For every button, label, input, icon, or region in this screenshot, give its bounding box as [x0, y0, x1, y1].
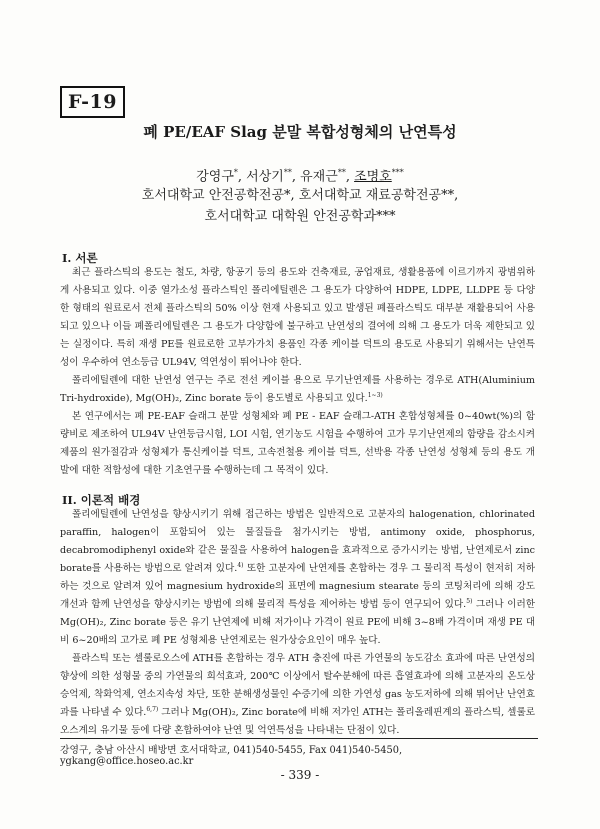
- presenting-author-name: 조명호: [354, 169, 392, 185]
- author-separator: ,: [345, 169, 355, 185]
- author-separator: ,: [291, 169, 301, 185]
- citation-mark: 4): [237, 561, 244, 569]
- section-body: [60, 506, 535, 740]
- paragraph: 최근 플라스틱의 용도는 철도, 차량, 항공기 등의 용도와 건축재료, 공업재료, 생활용품에 이르기까지 광범위하게 사용되고 있다. 이중 열가소성 플라스틱인 폴리에틸렌은 그 용도가 다양하여 HDPE, LDPE, LLDPE 등 다양한 형태의 원료로서 전체 플라스틱의 50% 이상 현재 사용되고 있고 발생된 폐플라스틱도 대부분 재활용되어 사용되고 있으나 이들 폐폴리에틸렌은 그 용도가 다양함에 불구하고 난연성의 결여에 의해 그 용도가 더욱 제한되고 있는 실정이다. 특히 재생 PE를 원료로한 고부가가치 용품인 각종 케이블 덕트의 용도로 사용되기 위해서는 난연특성이 우수하여 연소등급 UL94V, 역연성이 뛰어나야 한다.: [60, 267, 535, 368]
- section-body: [60, 264, 535, 480]
- author-name: 유재근: [300, 169, 338, 185]
- author-mark: **: [283, 168, 292, 177]
- section-heading: II. 이론적 배경: [62, 493, 141, 507]
- footnote-divider: [60, 738, 538, 739]
- citation-mark: 6,7): [146, 705, 159, 713]
- paragraph-text: 그러나 이러한 Mg(OH)₂, Zinc borate 등은 유기 난연제에 비해 저가이나 가격이 원료 PE에 비해 3~8배 가격이며 재생 PE 대비 6~20배의 고가로 폐 PE 성형체용 난연제로는 원가상승요인이 매우 높다.: [60, 599, 535, 646]
- citation-mark: 5): [466, 597, 473, 605]
- page-number: - 339 -: [280, 768, 320, 782]
- author-mark: *: [233, 168, 238, 177]
- author-mark: ***: [391, 168, 404, 177]
- paragraph: [60, 506, 535, 650]
- paper-title: 폐 PE/EAF Slag 분말 복합성형체의 난연특성: [143, 123, 457, 141]
- paragraph-text: 폴리에틸렌에 난연성을 향상시키기 위해 접근하는 방법은 일반적으로 고분자의 halogenation, chlorinated paraffin, halogen이 포함되어 있는 물질들을 첨가시키는 방법, antimony oxide, phosphorus, decabromodiphenyl oxide와 같은 물질을 사용하여 halogen을 효과적으로 증가시키는 방법, 난연제로서 zinc borate를 사용하는 방법으로 알려져 있다.: [60, 509, 535, 574]
- paragraph-text: 또한 고분자에 난연제를 혼합하는 경우 그 물리적 특성이 현저히 저하하는 것으로 알려져 있어 magnesium hydroxide의 표면에 magnesium stearate 등의 코팅처리에 의해 강도개선과 함께 난연성을 향상시키는 방법에 의해 물리적 특성을 제어하는 방법 등이 연구되어 있다.: [60, 563, 535, 610]
- citation-mark: 1~3): [367, 391, 383, 399]
- paragraph: [60, 372, 535, 408]
- affiliation-line: 호서대학교 대학원 안전공학과***: [204, 209, 396, 224]
- author-separator: ,: [237, 169, 247, 185]
- paragraph-text: 플라스틱 또는 셀룰로오스에 ATH를 혼합하는 경우 ATH 충진에 따른 가연물의 농도감소 효과에 따른 난연성의 향상에 의한 성형물 중의 가연물의 희석효과, 200℃ 이상에서 탈수분해에 따른 흡열효과에 의해 고분자의 온도상승억제, 착화억제, 연소지속성 차단, 또한 분해생성물인 수증기에 의한 가연성 gas 농도저하에 의해 뛰어난 난연효과를 나타낼 수 있다.: [60, 653, 535, 718]
- paragraph-text: 그러나 Mg(OH)₂, Zinc borate에 비해 저가인 ATH는 폴리올레핀계의 플라스틱, 셀룰로오스계의 유기물 등에 다량 혼합하여야 난연 및 억연특성을 나타내는 단점이 있다.: [60, 707, 535, 736]
- author-name: 서상기: [246, 169, 284, 185]
- paper-code-box: F-19: [60, 86, 125, 118]
- section-heading: I. 서론: [62, 251, 98, 265]
- paragraph: 본 연구에서는 폐 PE-EAF 슬래그 분말 성형체와 폐 PE - EAF 슬래그-ATH 혼합성형체를 0~40wt(%)의 함량비로 제조하여 UL94V 난연등급시험, LOI 시험, 연기농도 시험을 수행하여 고가 무기난연제의 함량을 감소시켜 제품의 원가절감과 성형체가 통신케이블 덕트, 고속전철용 케이블 덕트, 선박용 각종 난연성 성형체 등의 용도 개발에 대한 적합성에 대한 기초연구를 수행하는데 그 목적이 있다.: [60, 411, 535, 476]
- affiliation-line: 호서대학교 안전공학전공*, 호서대학교 재료공학전공**,: [141, 188, 459, 203]
- author-name: 강영구: [196, 169, 234, 185]
- paragraph-text: 폴리에틸렌에 대한 난연성 연구는 주로 전선 케이블 용으로 무기난연제를 사용하는 경우로 ATH(Aluminium Tri-hydroxide), Mg(OH)₂, Zinc borate 등이 용도별로 사용되고 있다.: [60, 375, 535, 404]
- author-mark: **: [337, 168, 346, 177]
- paragraph: [60, 650, 535, 740]
- corresponding-author-footnote: 강영구, 충남 아산시 배방면 호서대학교, 041)540-5455, Fax 041)540-5450, ygkang@office.hoseo.ac.kr: [60, 745, 403, 767]
